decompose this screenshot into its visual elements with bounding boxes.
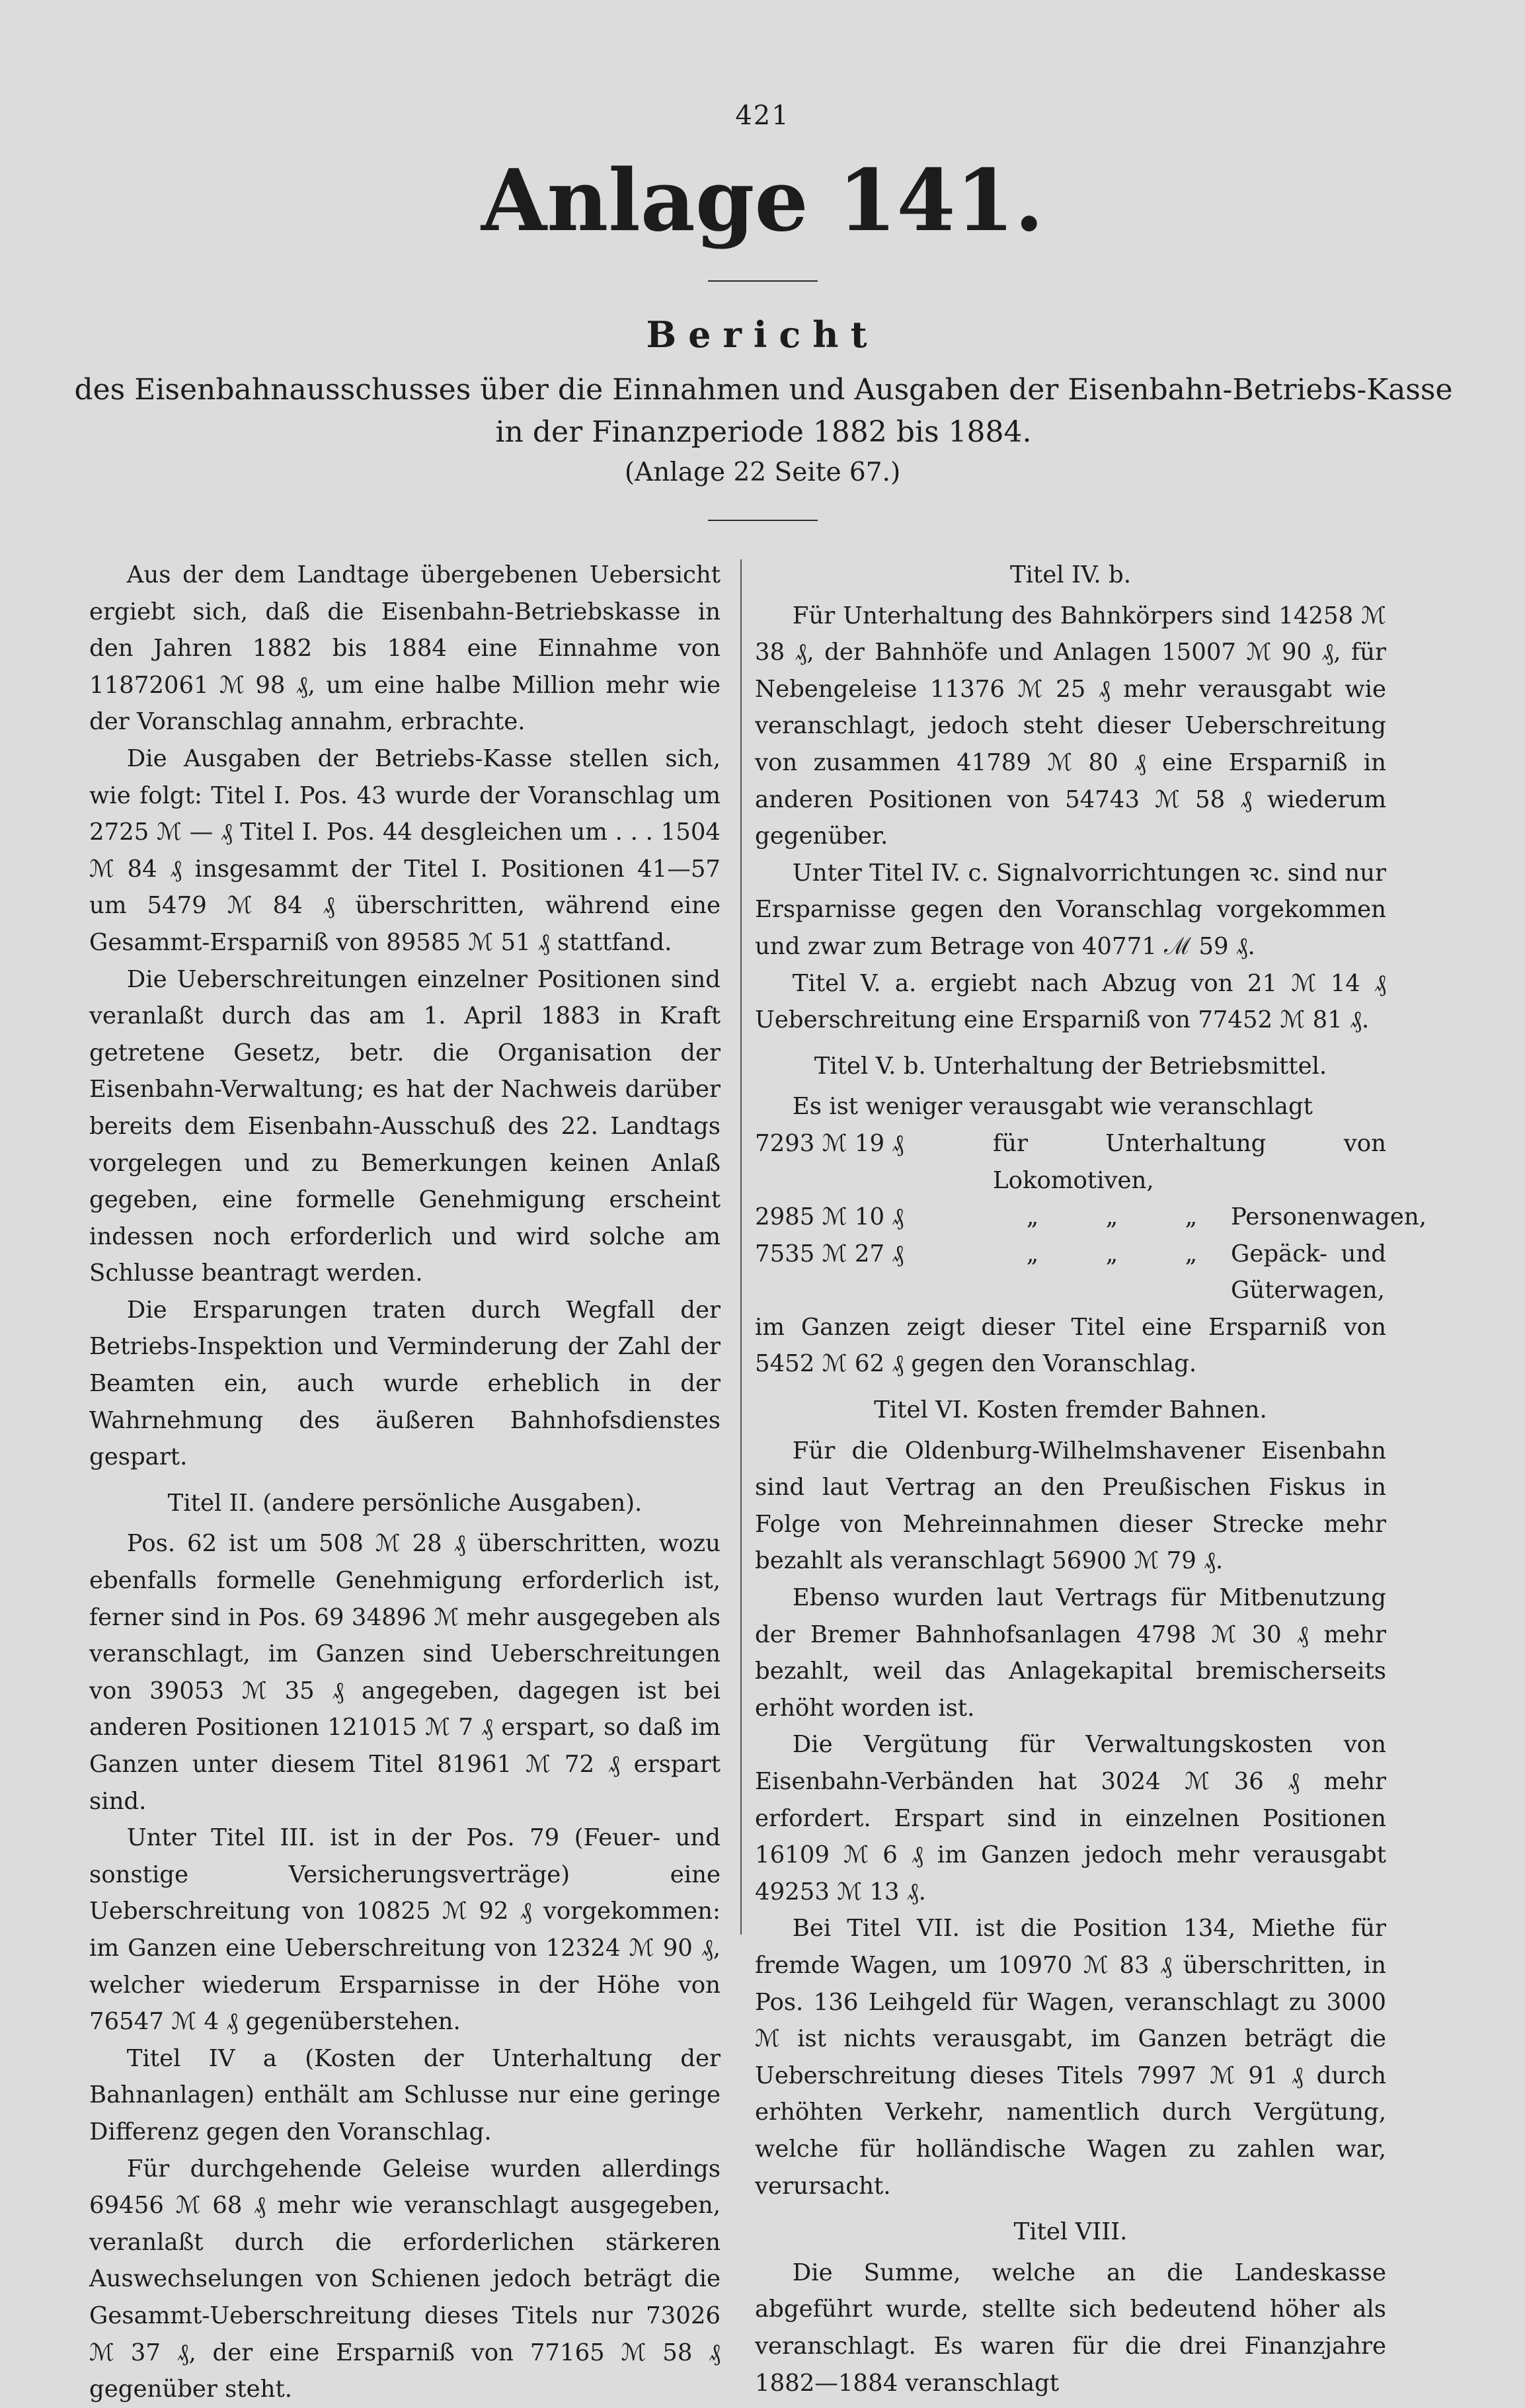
table-row bbox=[755, 1125, 1386, 1199]
paragraph: Die Ersparungen traten durch Wegfall der Betriebs-Inspektion und Verminderung der Zahl der Beamten ein, auch wurde erheblich in der Wahrnehmung des äußeren Bahnhofsdienstes gespart. bbox=[89, 1296, 721, 1471]
section-heading: Titel VIII. bbox=[1013, 2218, 1128, 2246]
paragraph: Ebenso wurden laut Vertrags für Mitbenutzung der Bremer Bahnhofsanlagen 4798 ℳ 30 ₰ mehr bezahlt, weil das Anlagekapital bremischerseits erhöht worden ist. bbox=[755, 1584, 1386, 1722]
section-heading: Titel IV. b. bbox=[1010, 561, 1131, 588]
ditto-mark: „ bbox=[1185, 1240, 1198, 1267]
paragraph: Die Summe, welche an die Landeskasse abgeführt wurde, stellte sich bedeutend höher als veranschlagt. Es waren für die drei Finanzjahre 1882—1884 veranschlagt bbox=[755, 2259, 1386, 2397]
paragraph: Für Unterhaltung des Bahnkörpers sind 14258 ℳ 38 ₰, der Bahnhöfe und Anlagen 15007 ℳ 90 ₰, für Nebengeleise 11376 ℳ 25 ₰ mehr verausgabt wie veranschlagt, jedoch steht dieser Ueberschreitung von zusammen 41789 ℳ 80 ₰ eine Ersparniß in anderen Positionen von 54743 ℳ 58 ₰ wiederum gegenüber. bbox=[755, 602, 1386, 850]
ditto-mark: „ bbox=[1185, 1203, 1198, 1231]
amount-cell: 2985 ℳ 10 ₰ bbox=[755, 1203, 904, 1231]
paragraph: Die Ueberschreitungen einzelner Positionen sind veranlaßt durch das am 1. April 1883 in Kraft getretene Gesetz, betr. die Organisation der Eisenbahn-Verwaltung; es hat der Nachweis darüber bereits dem Eisenbahn-Ausschuß des 22. Landtags vorgelegen und zu Bemerkungen keinen Anlaß gegeben, eine formelle Genehmigung erscheint indessen noch erforderlich und wird solche am Schlusse beantragt werden. bbox=[89, 965, 721, 1287]
header-rule bbox=[708, 520, 818, 521]
paragraph: Titel IV a (Kosten der Unterhaltung der Bahnanlagen) enthält am Schlusse nur eine geringe Differenz gegen den Voranschlag. bbox=[89, 2044, 721, 2146]
section-heading: Titel VI. Kosten fremder Bahnen. bbox=[874, 1396, 1267, 1424]
paragraph: Unter Titel IV. c. Signalvorrichtungen ꝛc. sind nur Ersparnisse gegen den Voranschlag vorgekommen und zwar zum Betrage von 40771 ℳ 59 ₰. bbox=[755, 859, 1386, 960]
annex-reference: (Anlage 22 Seite 67.) bbox=[624, 458, 901, 487]
document-title: Anlage 141. bbox=[481, 151, 1044, 251]
description-cell: für Unterhaltung von Lokomotiven, bbox=[993, 1129, 1386, 1194]
ditto-mark: „ bbox=[1105, 1240, 1118, 1267]
page-number: 421 bbox=[735, 100, 790, 131]
ditto-mark: „ bbox=[1026, 1240, 1039, 1267]
section-heading: Titel II. (andere persönliche Ausgaben). bbox=[167, 1489, 643, 1517]
table-row bbox=[755, 1236, 1386, 1309]
paragraph: Für durchgehende Geleise wurden allerdings 69456 ℳ 68 ₰ mehr wie veranschlagt ausgegeben, veranlaßt durch die erforderlichen stärkeren Auswechselungen von Schienen jedoch beträgt die Gesammt-Ueberschreitung dieses Titels nur 73026 ℳ 37 ₰, der eine Ersparniß von 77165 ℳ 58 ₰ gegenüber steht. bbox=[89, 2155, 721, 2403]
report-subtitle: des Eisenbahnausschusses über die Einnahmen und Ausgaben der Eisenbahn-Betriebs-Kasse in der Finanzperiode 1882 bis 1884. bbox=[74, 373, 1453, 449]
paragraph: Pos. 62 ist um 508 ℳ 28 ₰ überschritten, wozu ebenfalls formelle Genehmigung erforderlich ist, ferner sind in Pos. 69 34896 ℳ mehr ausgegeben als veranschlagt, im Ganzen sind Ueberschreitungen von 39053 ℳ 35 ₰ angegeben, dagegen ist bei anderen Positionen 121015 ℳ 7 ₰ erspart, so daß im Ganzen unter diesem Titel 81961 ℳ 72 ₰ erspart sind. bbox=[89, 1530, 721, 1815]
section-heading: Titel V. b. Unterhaltung der Betriebsmittel. bbox=[814, 1052, 1327, 1080]
paragraph: Die Vergütung für Verwaltungskosten von Eisenbahn-Verbänden hat 3024 ℳ 36 ₰ mehr erfordert. Erspart sind in einzelnen Positionen 16109 ℳ 6 ₰ im Ganzen jedoch mehr verausgabt 49253 ℳ 13 ₰. bbox=[755, 1731, 1386, 1906]
paragraph: im Ganzen zeigt dieser Titel eine Ersparniß von 5452 ℳ 62 ₰ gegen den Voranschlag. bbox=[755, 1313, 1386, 1378]
left-column bbox=[89, 557, 721, 2408]
amount-cell: 7535 ℳ 27 ₰ bbox=[755, 1240, 904, 1267]
paragraph: Die Ausgaben der Betriebs-Kasse stellen sich, wie folgt: Titel I. Pos. 43 wurde der Voranschlag um 2725 ℳ — ₰ Titel I. Pos. 44 desgleichen um . . . 1504 ℳ 84 ₰ insgesammt der Titel I. Positionen 41—57 um 5479 ℳ 84 ₰ überschritten, während eine Gesammt-Ersparniß von 89585 ℳ 51 ₰ stattfand. bbox=[89, 744, 721, 956]
column-divider bbox=[740, 559, 742, 1935]
paragraph: Für die Oldenburg-Wilhelmshavener Eisenbahn sind laut Vertrag an den Preußischen Fiskus in Folge von Mehreinnahmen dieser Strecke mehr bezahlt als veranschlagt 56900 ℳ 79 ₰. bbox=[755, 1437, 1386, 1575]
right-column bbox=[755, 557, 1427, 2401]
report-heading: Bericht bbox=[646, 313, 879, 356]
paragraph: Bei Titel VII. ist die Position 134, Miethe für fremde Wagen, um 10970 ℳ 83 ₰ überschritten, in Pos. 136 Leihgeld für Wagen, veranschlagt zu 3000 ℳ ist nichts verausgabt, im Ganzen beträgt die Ueberschreitung dieses Titels 7997 ℳ 91 ₰ durch erhöhten Verkehr, namentlich durch Vergütung, welche für holländische Wagen zu zahlen war, verursacht. bbox=[755, 1915, 1386, 2200]
ditto-mark: „ bbox=[1026, 1203, 1039, 1231]
ditto-mark: „ bbox=[1105, 1203, 1118, 1231]
title-rule bbox=[708, 280, 818, 282]
description-cell: Personenwagen, bbox=[1231, 1203, 1427, 1231]
paragraph: Es ist weniger verausgabt wie veranschlagt bbox=[792, 1093, 1313, 1121]
description-cell: Gepäck- und Güterwagen, bbox=[1231, 1240, 1386, 1304]
paragraph: Titel V. a. ergiebt nach Abzug von 21 ℳ 14 ₰ Ueberschreitung eine Ersparniß von 77452 ℳ 81 ₰. bbox=[755, 969, 1386, 1034]
paragraph: Unter Titel III. ist in der Pos. 79 (Feuer- und sonstige Versicherungsverträge) eine Ueberschreitung von 10825 ℳ 92 ₰ vorgekommen: im Ganzen eine Ueberschreitung von 12324 ℳ 90 ₰, welcher wiederum Ersparnisse in der Höhe von 76547 ℳ 4 ₰ gegenüberstehen. bbox=[89, 1824, 721, 2036]
amount-cell: 7293 ℳ 19 ₰ bbox=[755, 1129, 904, 1157]
table-row bbox=[755, 1199, 1427, 1236]
paragraph: Aus der dem Landtage übergebenen Uebersicht ergiebt sich, daß die Eisenbahn-Betriebskasse in den Jahren 1882 bis 1884 eine Einnahme von 11872061 ℳ 98 ₰, um eine halbe Million mehr wie der Voranschlag annahm, erbrachte. bbox=[89, 561, 721, 736]
